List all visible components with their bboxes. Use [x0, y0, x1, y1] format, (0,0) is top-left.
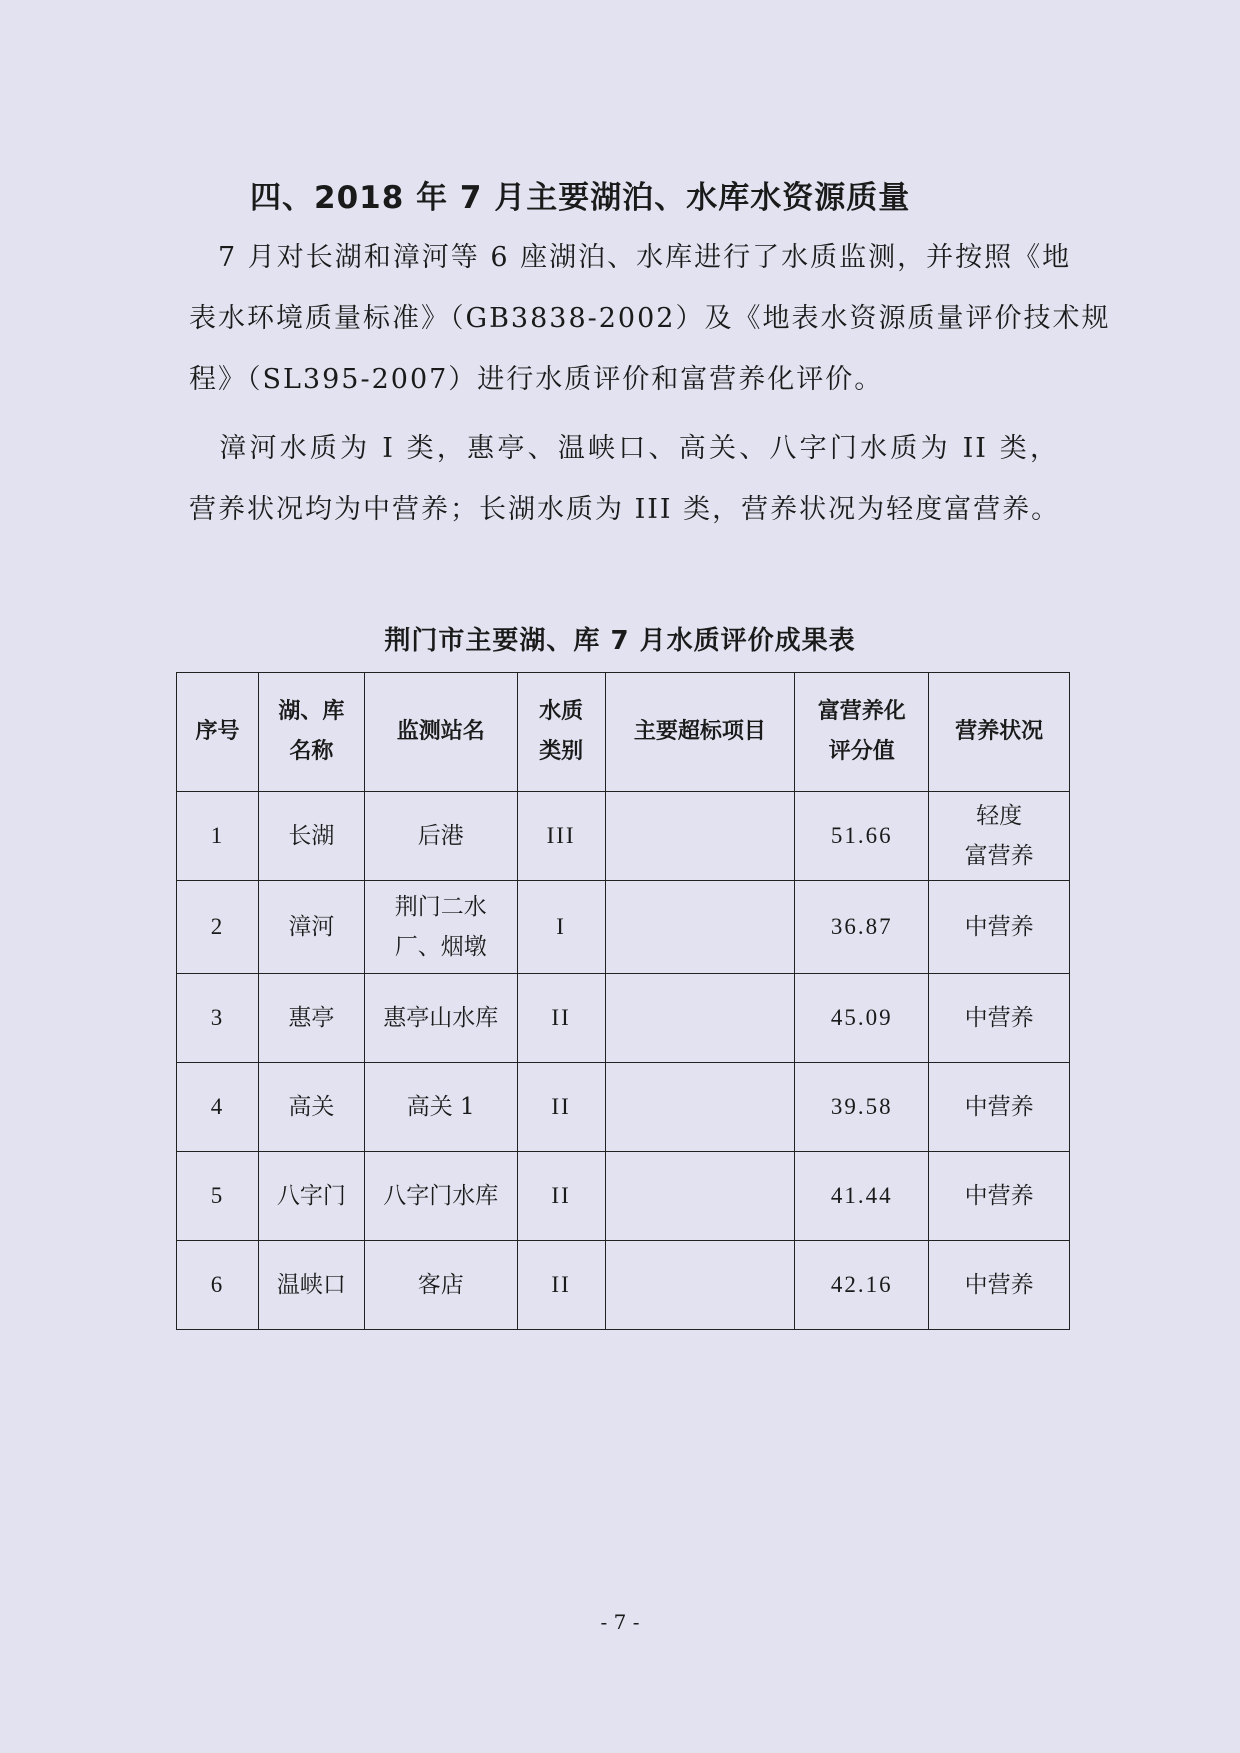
paragraph-line: 营养状况均为中营养；长湖水质为 III 类，营养状况为轻度富营养。: [189, 494, 1061, 525]
header-status: 营养状况: [929, 673, 1070, 792]
table-row: [177, 792, 1070, 881]
cell-station: 高关 1: [364, 1063, 517, 1152]
cell-score: 36.87: [795, 881, 929, 974]
cell-class: II: [517, 1241, 605, 1330]
header-name: 湖、库 名称: [258, 673, 364, 792]
cell-score: 39.58: [795, 1063, 929, 1152]
table-row: [177, 974, 1070, 1063]
cell-exceed: [605, 974, 795, 1063]
cell-exceed: [605, 881, 795, 974]
paragraph-summary: [189, 418, 1059, 540]
cell-seq: 5: [177, 1152, 259, 1241]
cell-station: 惠亭山水库: [364, 974, 517, 1063]
cell-name: 八字门: [258, 1152, 364, 1241]
cell-score: 51.66: [795, 792, 929, 881]
table-row: [177, 881, 1070, 974]
cell-status: 中营养: [929, 1241, 1070, 1330]
header-score: 富营养化 评分值: [795, 673, 929, 792]
paragraph-intro: [189, 227, 1111, 410]
cell-exceed: [605, 1063, 795, 1152]
cell-name: 高关: [258, 1063, 364, 1152]
cell-name: 惠亭: [258, 974, 364, 1063]
cell-station: 荆门二水 厂、烟墩: [364, 881, 517, 974]
cell-seq: 6: [177, 1241, 259, 1330]
table-row: [177, 1241, 1070, 1330]
cell-score: 41.44: [795, 1152, 929, 1241]
cell-seq: 3: [177, 974, 259, 1063]
cell-status: 中营养: [929, 1152, 1070, 1241]
cell-class: III: [517, 792, 605, 881]
table-row: [177, 1152, 1070, 1241]
table-caption: 荆门市主要湖、库 7 月水质评价成果表: [384, 626, 856, 656]
cell-name: 长湖: [258, 792, 364, 881]
cell-station: 客店: [364, 1241, 517, 1330]
paragraph-line: 表水环境质量标准》（GB3838-2002）及《地表水资源质量评价技术规: [189, 303, 1111, 334]
cell-score: 42.16: [795, 1241, 929, 1330]
cell-name: 漳河: [258, 881, 364, 974]
cell-seq: 1: [177, 792, 259, 881]
cell-seq: 2: [177, 881, 259, 974]
cell-status: 轻度 富营养: [929, 792, 1070, 881]
cell-status: 中营养: [929, 974, 1070, 1063]
cell-status: 中营养: [929, 1063, 1070, 1152]
cell-station: 后港: [364, 792, 517, 881]
cell-class: II: [517, 1063, 605, 1152]
page-number: - 7 -: [600, 1610, 640, 1634]
cell-seq: 4: [177, 1063, 259, 1152]
header-exceed: 主要超标项目: [605, 673, 795, 792]
cell-station: 八字门水库: [364, 1152, 517, 1241]
header-station: 监测站名: [364, 673, 517, 792]
header-seq: 序号: [177, 673, 259, 792]
cell-class: II: [517, 1152, 605, 1241]
section-title: 四、2018 年 7 月主要湖泊、水库水资源质量: [250, 180, 911, 216]
cell-exceed: [605, 1241, 795, 1330]
cell-name: 温峡口: [258, 1241, 364, 1330]
header-class: 水质 类别: [517, 673, 605, 792]
cell-status: 中营养: [929, 881, 1070, 974]
paragraph-line: 程》（SL395-2007）进行水质评价和富营养化评价。: [189, 364, 884, 395]
cell-exceed: [605, 1152, 795, 1241]
cell-score: 45.09: [795, 974, 929, 1063]
cell-exceed: [605, 792, 795, 881]
cell-class: I: [517, 881, 605, 974]
table-row: [177, 1063, 1070, 1152]
water-quality-table: [176, 672, 1070, 1330]
paragraph-line: 漳河水质为 I 类，惠亭、温峡口、高关、八字门水质为 II 类，: [189, 433, 1059, 464]
cell-class: II: [517, 974, 605, 1063]
paragraph-line: 7 月对长湖和漳河等 6 座湖泊、水库进行了水质监测，并按照《地: [189, 242, 1072, 273]
table-header-row: [177, 673, 1070, 792]
